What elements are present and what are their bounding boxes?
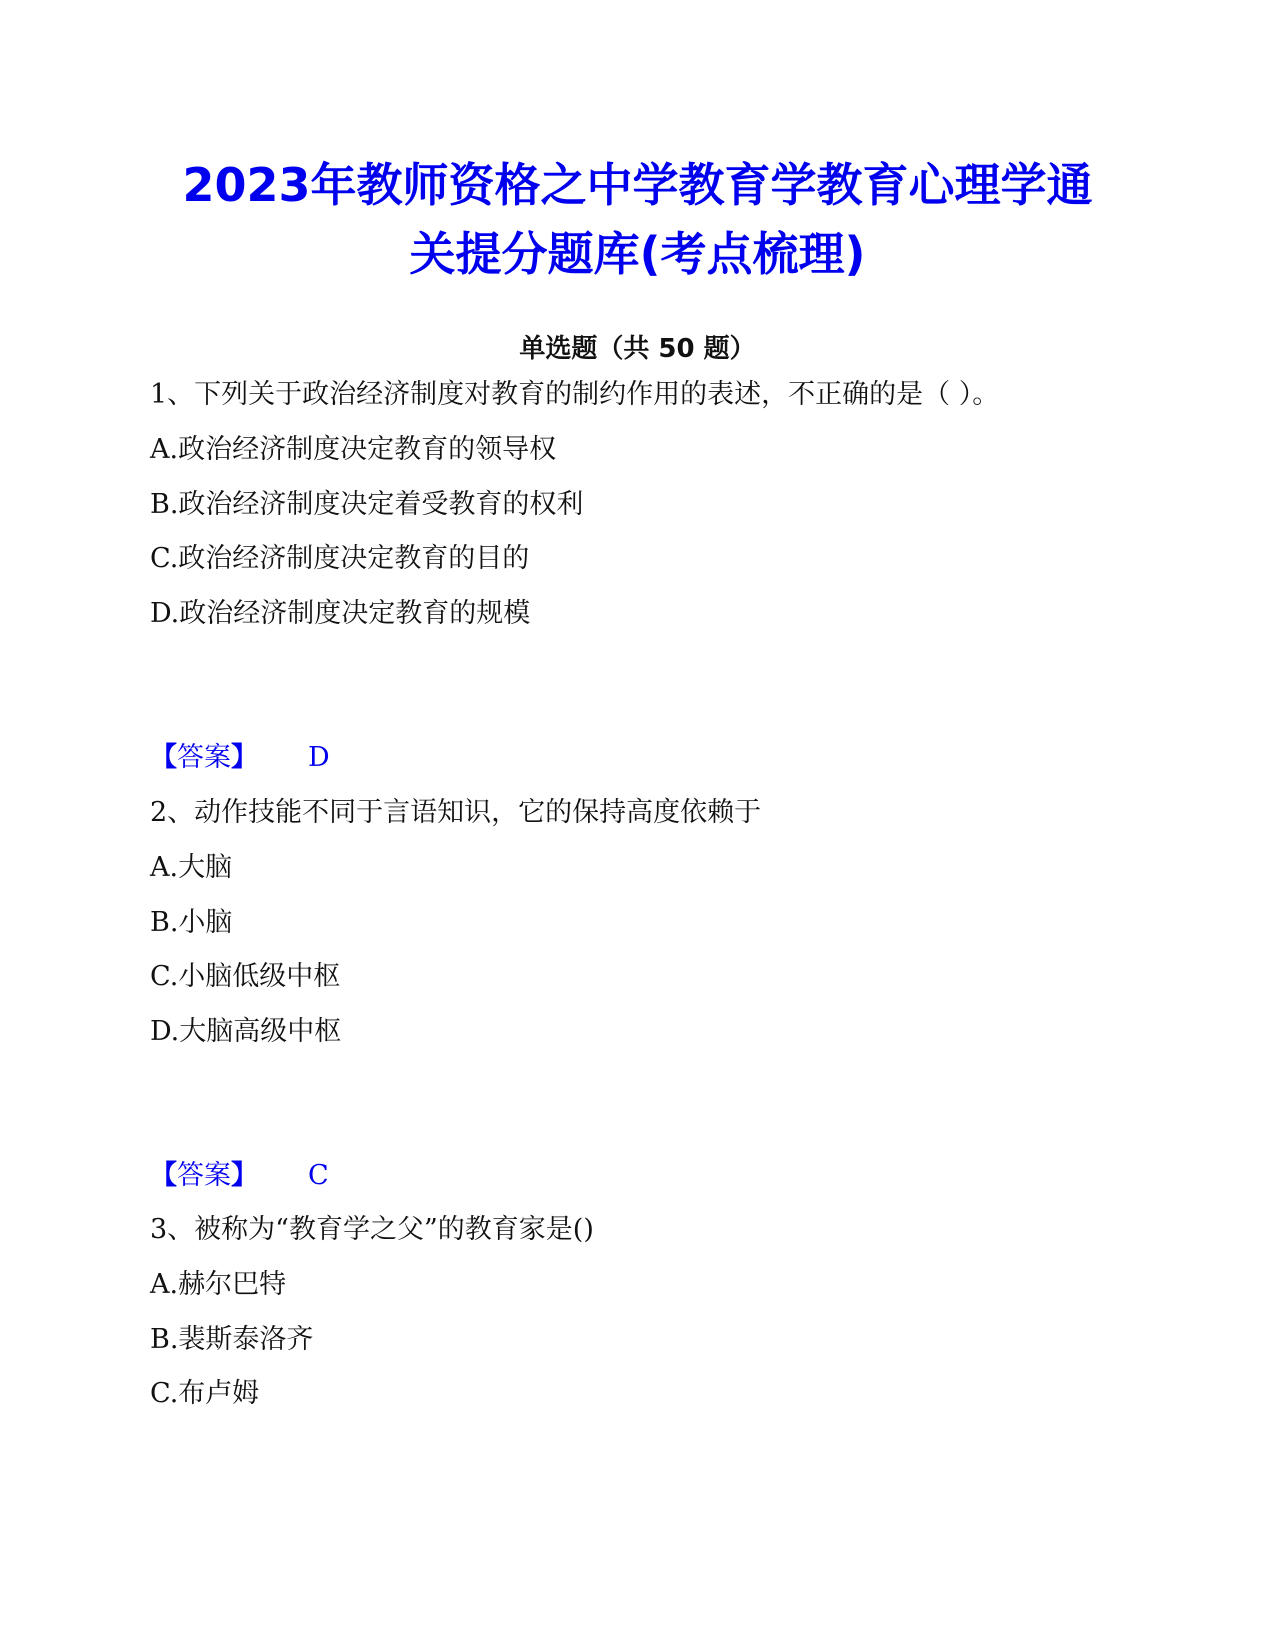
question-1-option-b: B.政治经济制度决定着受教育的权利 <box>150 489 584 520</box>
question-2-option-c: C.小脑低级中枢 <box>150 961 341 992</box>
answer-bracket-open: 【 <box>150 742 177 773</box>
document-title-line-1: 2023年教师资格之中学教育学教育心理学通 <box>182 158 1093 212</box>
question-1-answer <box>150 739 330 777</box>
question-2-stem: 2、动作技能不同于言语知识，它的保持高度依赖于 <box>150 797 762 828</box>
question-2-answer <box>150 1157 329 1195</box>
question-1-option-c: C.政治经济制度决定教育的目的 <box>150 543 530 574</box>
answer-value: D <box>308 742 330 773</box>
question-2-option-d: D.大脑高级中枢 <box>150 1016 342 1047</box>
answer-bracket-open: 【 <box>150 1160 177 1191</box>
question-3-stem: 3、被称为“教育学之父”的教育家是() <box>150 1214 594 1245</box>
document-title-line-2: 关提分题库(考点梳理) <box>409 227 866 281</box>
question-1-option-a: A.政治经济制度决定教育的领导权 <box>150 434 557 465</box>
answer-bracket-close: 】 <box>231 742 258 773</box>
question-3-option-a: A.赫尔巴特 <box>150 1269 287 1300</box>
answer-label: 答案 <box>177 742 231 773</box>
section-heading: 单选题（共 50 题） <box>519 334 756 364</box>
question-3-option-b: B.裴斯泰洛齐 <box>150 1324 314 1355</box>
question-2-option-a: A.大脑 <box>150 852 233 883</box>
question-3-option-c: C.布卢姆 <box>150 1378 260 1409</box>
question-2-option-b: B.小脑 <box>150 907 233 938</box>
question-1-stem: 1、下列关于政治经济制度对教育的制约作用的表述，不正确的是（ ）。 <box>150 379 1000 410</box>
question-1-option-d: D.政治经济制度决定教育的规模 <box>150 598 531 629</box>
answer-value: C <box>308 1160 329 1191</box>
answer-bracket-close: 】 <box>231 1160 258 1191</box>
answer-label: 答案 <box>177 1160 231 1191</box>
